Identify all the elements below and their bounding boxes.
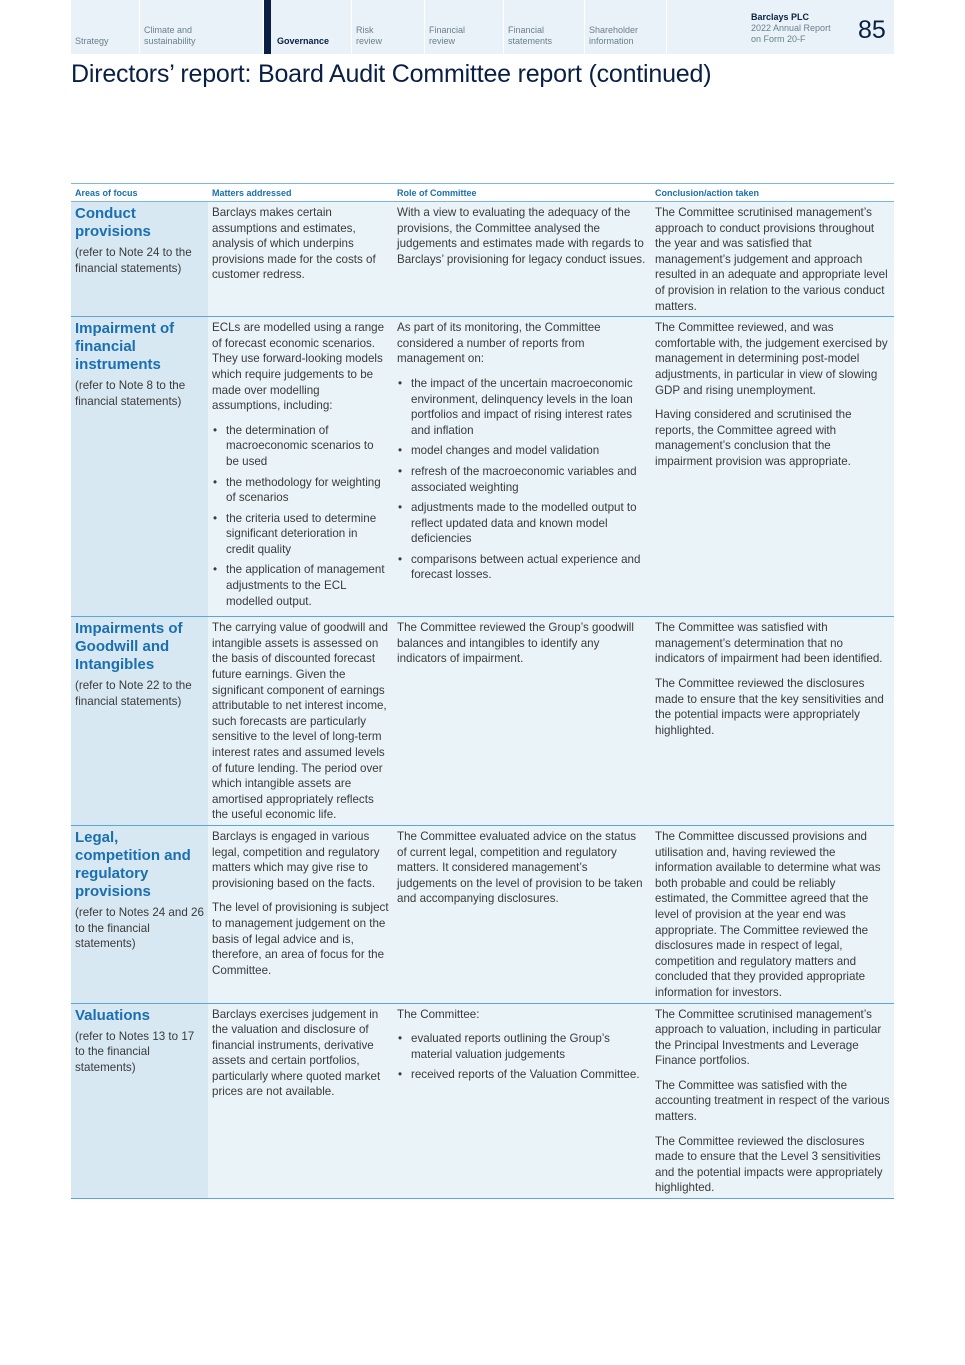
list-item: • the impact of the uncertain macroeconomic environment, delinquency levels in the loan portfolios and impact of rising interest rates and inflation	[397, 376, 647, 438]
role-paragraph: With a view to evaluating the adequacy of the provisions, the Committee analysed the judgements and estimates made with regards to Barclays’ provisioning for legacy conduct issues.	[397, 206, 646, 266]
conclusion-cell	[651, 317, 894, 617]
area-title: Impairments of Goodwill and Intangibles	[75, 620, 183, 674]
list-item: • the criteria used to determine significant deterioration in credit quality	[212, 511, 389, 558]
report-identity	[751, 12, 851, 45]
conclusion-cell	[651, 1003, 894, 1199]
area-title: Valuations	[75, 1006, 151, 1024]
matters-cell	[208, 617, 393, 826]
table-row	[71, 317, 894, 617]
conclusion-paragraph: The Committee was satisfied with management’s determination that no indicators of impairment had been identified.	[655, 621, 883, 666]
role-cell	[393, 317, 651, 617]
conclusion-paragraph: The Committee reviewed, and was comfortable with, the judgement exercised by management in determining post-model adjustments, in particular in view of slowing GDP and rising unemployment.	[655, 321, 888, 397]
list-item: • the methodology for weighting of scenarios	[212, 475, 389, 506]
matters-cell	[208, 202, 393, 317]
role-bullet-list	[397, 1031, 647, 1083]
tab-climate-and-sustainability[interactable]: Climate and sustainability	[140, 0, 264, 54]
list-item: • adjustments made to the modelled output to reflect updated data and known model deficiencies	[397, 500, 647, 547]
area-note-reference: (refer to Notes 24 and 26 to the financial statements)	[75, 905, 204, 951]
header-areas-of-focus: Areas of focus	[71, 184, 208, 202]
area-title: Impairment of financial instruments	[75, 320, 175, 374]
list-item: • the determination of macroeconomic scenarios to be used	[212, 423, 389, 470]
area-note-reference: (refer to Note 22 to the financial statements)	[75, 679, 192, 708]
role-paragraph: The Committee:	[397, 1007, 480, 1021]
table-row	[71, 1003, 894, 1199]
role-paragraph: As part of its monitoring, the Committee considered a number of reports from management on:	[397, 321, 601, 366]
list-item: • received reports of the Valuation Committee.	[397, 1067, 647, 1083]
conclusion-cell	[651, 617, 894, 826]
area-of-focus-cell	[71, 825, 208, 1003]
report-name: 2022 Annual Report	[751, 23, 831, 33]
area-of-focus-cell	[71, 1003, 208, 1199]
area-of-focus-cell	[71, 202, 208, 317]
list-item: • model changes and model validation	[397, 443, 647, 459]
header-conclusion: Conclusion/action taken	[651, 184, 894, 202]
tab-risk-review[interactable]: Risk review	[352, 0, 425, 54]
list-item: • comparisons between actual experience and forecast losses.	[397, 552, 647, 583]
area-of-focus-cell	[71, 617, 208, 826]
matters-cell	[208, 1003, 393, 1199]
conclusion-cell	[651, 202, 894, 317]
matters-cell	[208, 825, 393, 1003]
table-row	[71, 825, 894, 1003]
conclusion-paragraph: The Committee scrutinised management’s approach to valuation, including in particular the Principal Investments and Leverage Finance portfolios.	[655, 1007, 882, 1068]
conclusion-paragraph: The Committee was satisfied with the accounting treatment in respect of the various matters.	[655, 1078, 890, 1124]
page-title: Directors’ report: Board Audit Committee report (continued)	[71, 60, 712, 88]
list-item: • refresh of the macroeconomic variables and associated weighting	[397, 464, 647, 495]
table-header-row	[71, 184, 894, 202]
conclusion-paragraph: The Committee reviewed the disclosures made to ensure that the key sensitivities and the potential impacts were appropriately highlighted.	[655, 677, 884, 737]
matters-paragraph: The carrying value of goodwill and intangible assets is assessed on the basis of discounted forecast future earnings. Given the significant component of earnings attributable to net interest income, such forecasts are particularly sensitive to the level of long-term interest rates and assumed levels of future lending. The period over which intangible assets are amortised appropriately reflects the useful economic life.	[212, 621, 388, 822]
report-form: on Form 20-F	[751, 34, 806, 44]
tab-shareholder-information[interactable]: Shareholder information	[585, 0, 667, 54]
matters-paragraph: ECLs are modelled using a range of forecast economic scenarios. They use forward-looking models which require judgements to be made over modelling assumptions, including:	[212, 321, 385, 413]
tab-strategy[interactable]: Strategy	[71, 0, 140, 54]
audit-committee-table	[71, 183, 894, 1199]
header-matters-addressed: Matters addressed	[208, 184, 393, 202]
role-cell	[393, 202, 651, 317]
area-note-reference: (refer to Note 8 to the financial statements)	[75, 379, 186, 408]
matters-paragraph: Barclays is engaged in various legal, competition and regulatory matters which may give rise to provisioning based on the facts.	[212, 829, 380, 890]
area-title: Legal, competition and regulatory provisions	[75, 828, 191, 900]
area-note-reference: (refer to Notes 13 to 17 to the financial statements)	[75, 1029, 195, 1074]
tab-financial-review[interactable]: Financial review	[425, 0, 504, 54]
list-item: • the application of management adjustments to the ECL modelled output.	[212, 562, 389, 609]
company-name: Barclays PLC	[751, 12, 810, 22]
role-paragraph: The Committee evaluated advice on the status of current legal, competition and regulatory matters. It considered management’s judgements on the level of provision to be taken and accompanying disclosures.	[397, 829, 643, 906]
list-item: • evaluated reports outlining the Group’s material valuation judgements	[397, 1031, 647, 1062]
area-note-reference: (refer to Note 24 to the financial statements)	[75, 246, 192, 275]
page-number: 85	[858, 16, 886, 44]
conclusion-paragraph: The Committee reviewed the disclosures made to ensure that the Level 3 sensitivities and the potential impacts were appropriately highlighted.	[655, 1134, 883, 1195]
table-row	[71, 617, 894, 826]
matters-paragraph: The level of provisioning is subject to management judgement on the basis of legal advice and is, therefore, an area of focus for the Committee.	[212, 901, 389, 977]
conclusion-paragraph: Having considered and scrutinised the reports, the Committee agreed with management’s conclusion that the impairment provision was appropriate.	[655, 408, 852, 468]
area-of-focus-cell	[71, 317, 208, 617]
conclusion-paragraph: The Committee scrutinised management’s approach to conduct provisions throughout the year and was satisfied that management’s judgement and approach resulted in an adequate and appropriate level of provision in relation to the various conduct matters.	[655, 206, 888, 313]
area-title: Conduct provisions	[75, 205, 151, 240]
role-cell	[393, 617, 651, 826]
conclusion-paragraph: The Committee discussed provisions and utilisation and, having reviewed the information available to determine what was both probable and could be reliably estimated, the Committee agreed that the level of provision at the year end was appropriate. The Committee reviewed the disclosures made in respect of legal, competition and regulatory matters and concluded that they provided appropriate information for investors.	[655, 829, 881, 999]
table-body	[71, 202, 894, 1199]
matters-bullet-list	[212, 423, 389, 610]
table-row	[71, 202, 894, 317]
header-role-of-committee: Role of Committee	[393, 184, 651, 202]
matters-paragraph: Barclays exercises judgement in the valuation and disclosure of financial instruments, derivative assets and certain portfolios, particularly where quoted market prices are not available.	[212, 1007, 381, 1099]
conclusion-cell	[651, 825, 894, 1003]
tab-financial-statements[interactable]: Financial statements	[504, 0, 585, 54]
role-paragraph: The Committee reviewed the Group’s goodwill balances and intangibles to identify any indicators of impairment.	[397, 621, 634, 666]
matters-cell	[208, 317, 393, 617]
role-cell	[393, 1003, 651, 1199]
matters-paragraph: Barclays makes certain assumptions and estimates, analysis of which underpins provisions made for the costs of customer redress.	[212, 206, 376, 282]
role-bullet-list	[397, 376, 647, 583]
role-cell	[393, 825, 651, 1003]
tab-governance[interactable]: Governance	[264, 0, 352, 54]
